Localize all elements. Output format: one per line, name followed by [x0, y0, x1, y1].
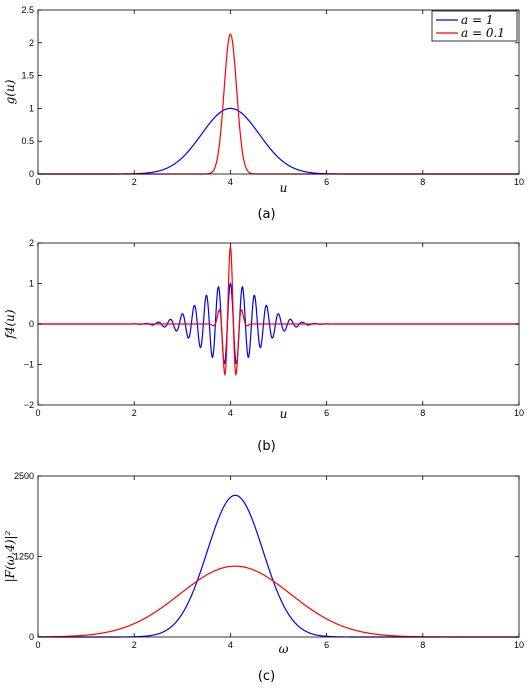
x-tick-label: 4 — [227, 640, 233, 650]
panel-c — [3, 471, 524, 684]
x-tick-label: 6 — [324, 408, 330, 418]
legend — [432, 11, 517, 41]
y-axis-label: |F(ω,4)|² — [3, 530, 17, 583]
x-tick-label: 2 — [131, 408, 137, 418]
series-line-c-1 — [38, 566, 519, 637]
y-tick-label: 0.5 — [21, 136, 34, 147]
x-tick-label: 8 — [420, 408, 426, 418]
x-axis-label: u — [279, 407, 288, 421]
y-tick-label: 1 — [28, 103, 34, 114]
x-tick-label: 8 — [420, 177, 426, 187]
y-tick-label: 2.5 — [21, 5, 34, 15]
y-tick-label: 2 — [28, 37, 34, 48]
series-line-c-0 — [38, 495, 519, 637]
panel-caption: (c) — [257, 669, 276, 684]
y-tick-label: 1 — [28, 278, 34, 289]
x-axis-label: u — [279, 181, 288, 195]
legend-label: a = 0.1 — [461, 26, 505, 40]
x-tick-label: 6 — [324, 640, 330, 650]
y-axis-label: f4(u) — [3, 309, 17, 339]
y-tick-label: 2500 — [13, 471, 34, 481]
x-tick-label: 6 — [324, 177, 330, 187]
x-tick-label: 8 — [420, 640, 426, 650]
x-tick-label: 2 — [131, 177, 137, 187]
x-tick-label: 0 — [35, 640, 41, 650]
x-axis-label: ω — [278, 642, 289, 656]
x-tick-label: 0 — [35, 177, 41, 187]
series-line-b-1 — [38, 247, 519, 374]
x-tick-label: 4 — [227, 408, 233, 418]
y-tick-label: 1250 — [13, 551, 34, 562]
series-line-a-1 — [38, 34, 519, 174]
y-tick-label: −1 — [23, 359, 34, 370]
y-tick-label: 1.5 — [21, 70, 34, 81]
x-tick-label: 2 — [131, 640, 137, 650]
series-line-a-0 — [38, 108, 519, 174]
panel-a — [3, 5, 524, 222]
axes-frame — [38, 476, 519, 637]
y-tick-label: 0 — [28, 632, 34, 642]
x-tick-label: 10 — [513, 177, 525, 187]
panel-caption: (a) — [257, 207, 276, 222]
y-tick-label: 2 — [28, 238, 34, 248]
legend-label: a = 1 — [461, 13, 494, 27]
y-axis-label: g(u) — [3, 79, 17, 105]
x-tick-label: 0 — [35, 408, 41, 418]
y-tick-label: −2 — [23, 400, 34, 410]
panel-b — [3, 238, 524, 454]
y-tick-label: 0 — [28, 319, 34, 329]
x-tick-label: 10 — [513, 408, 525, 418]
panel-caption: (b) — [257, 439, 276, 454]
x-tick-label: 4 — [227, 177, 233, 187]
x-tick-label: 10 — [513, 640, 525, 650]
y-tick-label: 0 — [28, 169, 34, 179]
